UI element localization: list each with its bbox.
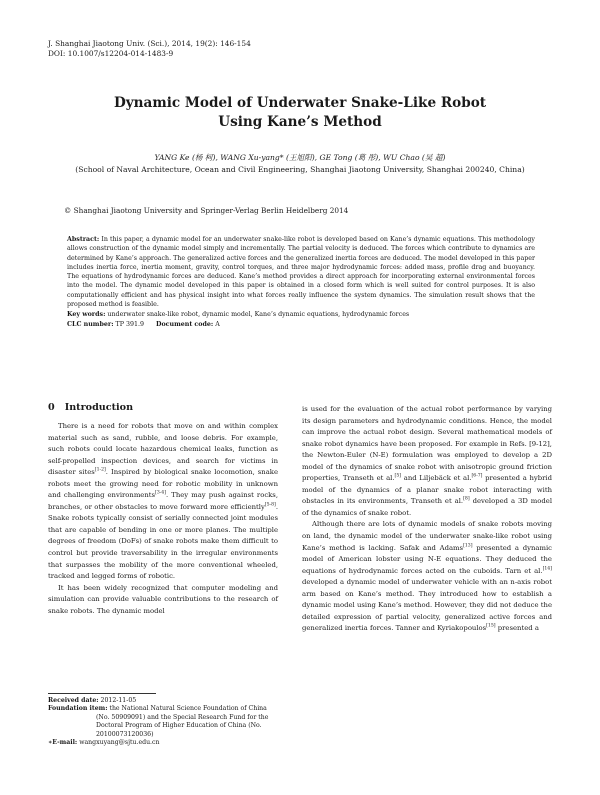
citation: [5-8] [264,502,276,508]
intro-paragraph-1 [48,421,278,583]
footnote-rule [48,693,156,694]
foundation-label: Foundation item: [48,705,108,713]
text-run: There is a need for robots that move on and within complex material such as sand, rubble, and loose debris. For example, such robots could locate hazardous chemical leaks, function as self-propelled inspection devices, and search for victims in disaster sites [48,422,278,477]
paper-title-line-1: Dynamic Model of Underwater Snake-Like Robot [113,95,487,111]
author-list: YANG Ke (杨 柯), WANG Xu-yang* (王旭阳), GE Tong (葛 彤), WU Chao (吴 超) [154,153,446,162]
doi: DOI: 10.1007/s12204-014-1483-9 [48,49,174,58]
document-code: A [215,320,220,328]
footnote-block [48,697,278,747]
citation: [13] [463,543,473,549]
citation: [3-4] [155,491,167,496]
abstract-text: In this paper, a dynamic model for an underwater snake-like robot is developed based on Kane’s dynamic equations. This methodology allows construction of the dynamic model simply and incrementally. The partial velocity is deduced. The forces which contribute to dynamics are determined by Kane’s approach. The generalized active forces and the generalized inertia forces are deduced. The model developed in this paper includes inertia force, inertia moment, gravity, control torques, and three major hydrodynamic forces: added mass, profile drag and buoyancy. The equations of hydrodynamic forces are deduced. Kane’s method provides a direct approach for incorporating external environmental forces into the model. The dynamic model developed in this paper is obtained in a closed form which is well suited for control purposes. It is also computationally efficient and has physical insight into what forces really influence the system dynamics. The simulation result shows that the proposed method is feasible. [67,236,535,309]
received-label: Received date: [48,697,99,704]
affiliation: (School of Naval Architecture, Ocean and Civil Engineering, Shanghai Jiaotong University, Shanghai 200240, China) [75,165,525,174]
text-run: . Inspired by biological snake locomotion, snake robots meet the growing need for robotic mobility in unknown and challenging environments [48,468,278,500]
text-run: . They may push against rocks, branches, or other obstacles to move forward more efficiently [48,491,278,511]
intro-paragraph-2: It has been widely recognized that computer modeling and simulation can provide valuable contributions to the research of snake robots. The dynamic model [48,583,278,615]
citation: [15] [486,624,496,630]
abstract-block [67,235,535,329]
foundation-item [48,705,278,739]
text-run: presented a dynamic model of American lobster using N-E equations. They deduced the equations of hydrodynamic forces acted on the cuboids. Tarn et al. [302,543,552,575]
email-label: ∗E-mail: [48,739,78,747]
text-run: Although there are lots of dynamic models of snake robots moving on land, the dynamic model of the underwater snake-like robot using Kane’s method is lacking. Safak and Adams [302,520,552,552]
left-column [48,421,278,617]
section-heading [48,402,133,413]
text-run: developed a dynamic model of underwater vehicle with an n-axis robot arm based on Kane’s method. They introduced how to establish a dynamic model using Kane’s method. However, they did not deduce the detailed expression of partial velocity, generalized active forces and generalized inertia forces. Tanner and Kyriakopoulos [302,578,552,633]
citation: [14] [542,566,552,572]
section-number: 0 [48,402,55,413]
section-title: Introduction [64,402,134,413]
clc-label: CLC number: [67,320,114,328]
citation: [5] [394,474,402,479]
keywords-line [67,310,535,319]
keywords: underwater snake-like robot, dynamic model, Kane’s dynamic equations, hydrodynamic forces [107,311,410,319]
abstract-label: Abstract: [67,236,100,243]
clc-number: TP 391.9 [115,320,144,328]
received-date [48,697,278,705]
text-run: and Liljebäck et al. [401,474,472,483]
journal-citation: J. Shanghai Jiaotong Univ. (Sci.), 2014, 19(2): 146-154 [48,39,251,48]
abstract-paragraph [67,235,535,309]
email-value: wangxuyang@sjtu.edu.cn [79,739,160,747]
foundation-value: the National Natural Science Foundation of China (No. 50909091) and the Special Research Fund for the Doctoral Program of Higher Education of China (No. 20100073120036) [96,705,269,738]
citation: [1-2] [94,467,106,473]
citation: [8] [463,497,470,503]
paper-title-line-2: Using Kane’s Method [218,114,382,130]
received-value: 2012-11-05 [100,697,137,704]
document-code-label: Document code: [156,320,214,328]
citation: [6-7] [471,474,483,479]
text-run: presented a hybrid model of the dynamics of a planar snake robot interacting with obstacles in its environments, Transeth et al. [302,474,552,506]
text-run: developed a 3D model of the dynamics of snake robot. [302,497,553,517]
corresponding-email [48,739,278,747]
text-run: . Snake robots typically consist of serially connected joint modules that are capable of bending in one or more planes. The multiple degrees of freedom (DoFs) of snake robots make them difficult to control but provide traversability in the irregular environments that surpasses the mobility of the more conventional wheeled, tracked and legged forms of robotic. [48,502,278,581]
right-column [302,404,552,635]
keywords-label: Key words: [67,311,106,319]
intro-paragraph-3 [302,519,552,634]
text-run: presented a [495,624,539,633]
intro-paragraph-continued [302,404,552,519]
classification-line [67,320,535,329]
copyright-notice: © Shanghai Jiaotong University and Springer-Verlag Berlin Heidelberg 2014 [64,206,349,215]
text-run: is used for the evaluation of the actual robot performance by varying its design parameters and hydrodynamic conditions. Hence, the model can improve the actual robot design. Several mathematical models of snake robot dynamics have been proposed. For example in Refs. [9-12], the Newton-Euler (N-E) formulation was employed to develop a 2D model of the dynamics of snake robot with anisotropic ground friction properties, Transeth et al. [302,405,552,483]
